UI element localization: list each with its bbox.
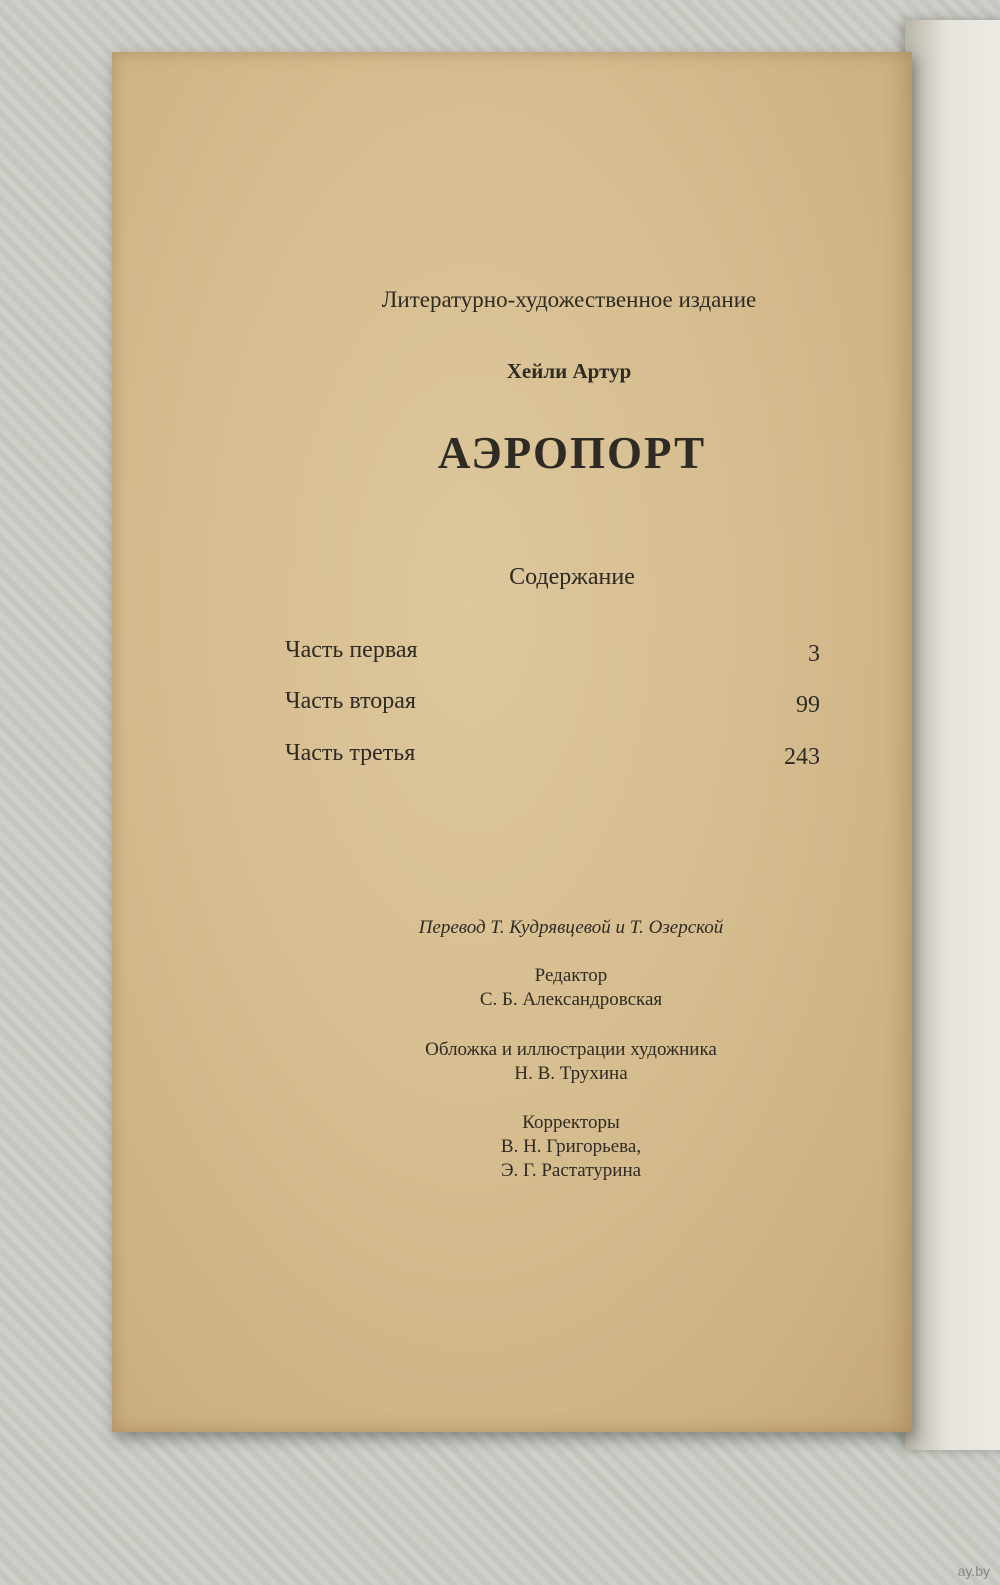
site-watermark: ay.by bbox=[957, 1563, 990, 1579]
toc-entry bbox=[285, 637, 820, 669]
toc-entry bbox=[285, 688, 820, 720]
toc-entry bbox=[285, 740, 820, 772]
cover-artist-label: Обложка и иллюстрации художника bbox=[425, 1039, 717, 1060]
translation-credit: Перевод Т. Кудрявцевой и Т. Озерской bbox=[418, 917, 724, 938]
editor-name: С. Б. Александровская bbox=[479, 989, 663, 1010]
proofreader-name: В. Н. Григорьева, bbox=[500, 1136, 642, 1157]
toc-entry-page: 3 bbox=[808, 641, 820, 667]
facing-page-edge bbox=[905, 20, 1000, 1450]
book-title: АЭРОПОРТ bbox=[437, 428, 707, 478]
toc-entry-page: 99 bbox=[796, 692, 820, 718]
toc-entry-label: Часть третья bbox=[285, 740, 416, 766]
book-page bbox=[112, 52, 912, 1432]
contents-heading: Содержание bbox=[509, 564, 635, 590]
proofreaders-label: Корректоры bbox=[522, 1112, 620, 1133]
editor-label: Редактор bbox=[534, 965, 608, 986]
author-name: Хейли Артур bbox=[506, 359, 632, 383]
imprint-line: Литературно-художественное издание bbox=[381, 287, 757, 312]
proofreader-name: Э. Г. Растатурина bbox=[500, 1160, 642, 1181]
toc-entry-label: Часть первая bbox=[285, 637, 418, 663]
toc-entry-page: 243 bbox=[784, 744, 820, 770]
toc-entry-label: Часть вторая bbox=[285, 688, 416, 714]
cover-artist-name: Н. В. Трухина bbox=[514, 1063, 628, 1084]
